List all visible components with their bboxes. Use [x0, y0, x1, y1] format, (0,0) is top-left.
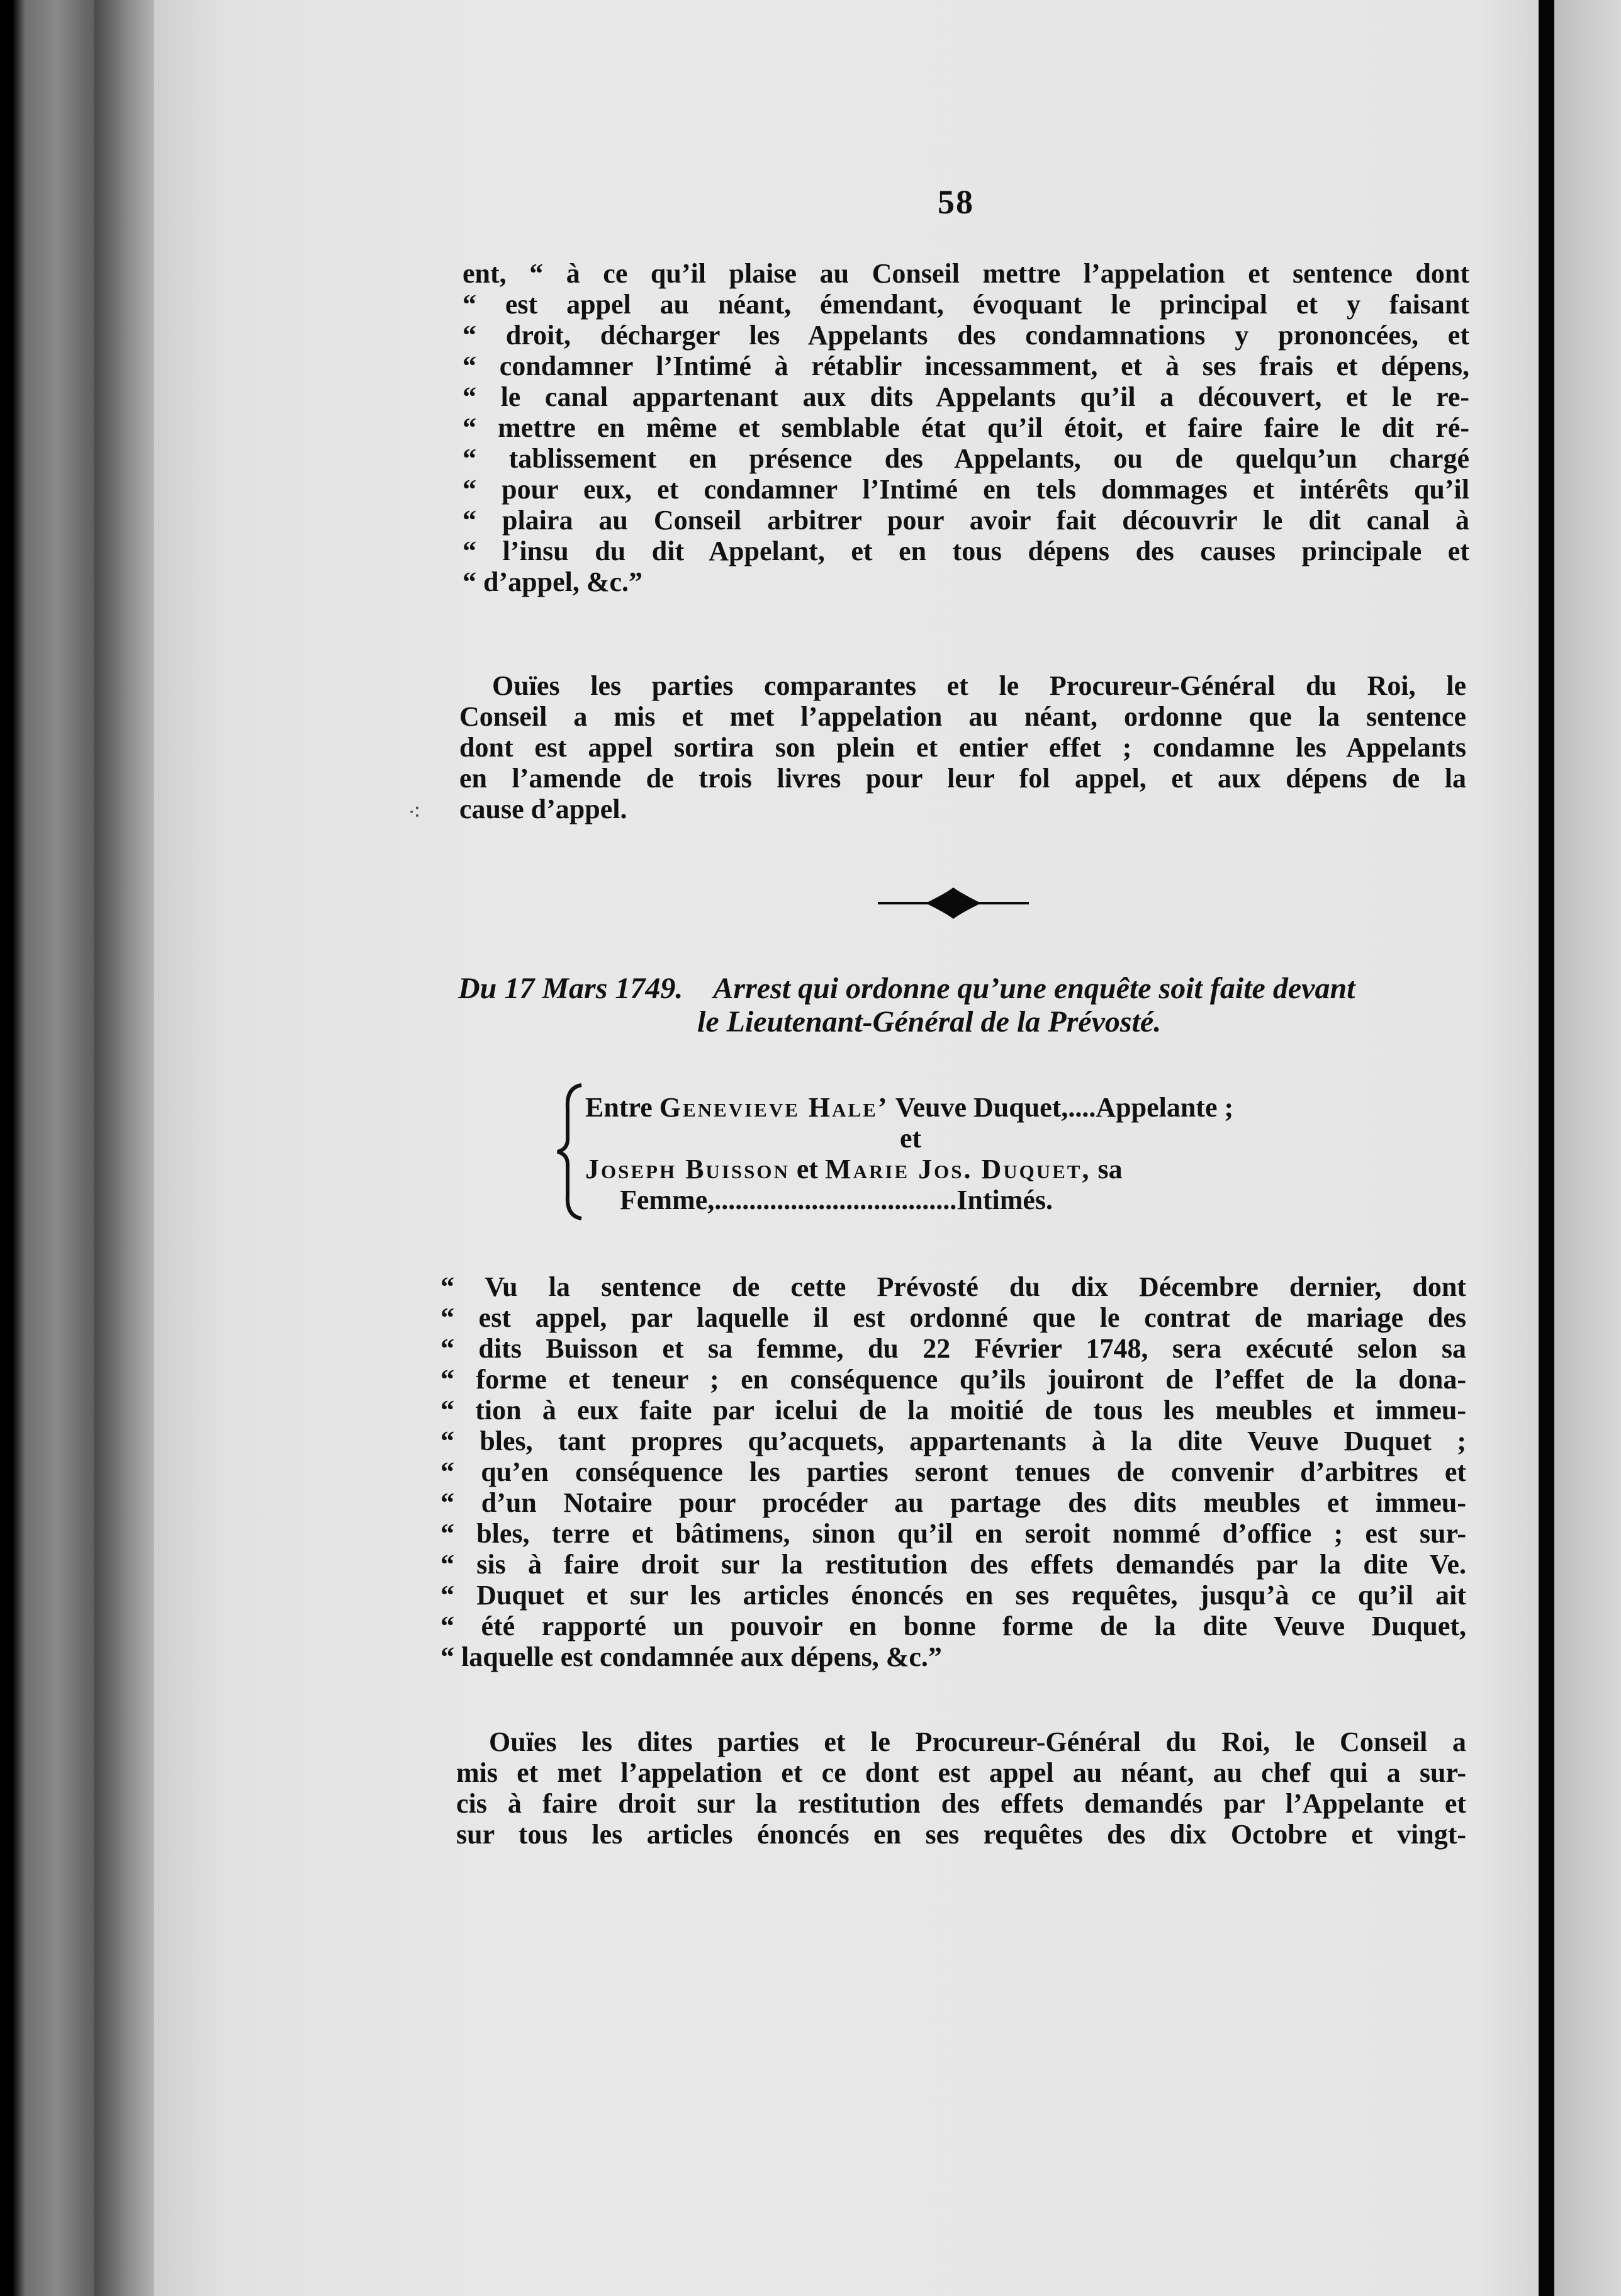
text-line: “ tion à eux faite par icelui de la moitié de tous les meubles et immeu- — [440, 1395, 1466, 1426]
appellant-line: Entre Genevieve Hale’ Veuve Duquet,....Appelante ; — [585, 1092, 1234, 1123]
text-line: “ pour eux, et condamner l’Intimé en tels dommages et intérêts qu’il — [463, 474, 1469, 505]
text-line: en l’amende de trois livres pour leur fol appel, et aux dépens de la — [459, 763, 1466, 794]
text-line: “ condamner l’Intimé à rétablir incessamment, et à ses frais et dépens, — [463, 351, 1469, 381]
first-quote-block — [463, 258, 1469, 597]
text-line: “ droit, décharger les Appelants des condamnations y prononcées, et — [463, 320, 1469, 351]
conjunction-line: et — [900, 1123, 922, 1154]
text-line: Conseil a mis et met l’appelation au néant, ordonne que la sentence — [459, 701, 1466, 732]
text-line: cis à faire droit sur la restitution des effets demandés par l’Appelante et — [456, 1788, 1466, 1819]
respondent-name-1: Joseph Buisson — [585, 1154, 790, 1185]
page-number: 58 — [938, 183, 974, 221]
decree-heading — [458, 972, 1355, 1005]
text-line: “ Duquet et sur les articles énoncés en ses requêtes, jusqu’à ce qu’il ait — [440, 1580, 1466, 1611]
parties-block — [585, 1092, 1466, 1215]
text-line: cause d’appel. — [459, 794, 627, 824]
respondent-line: Joseph Buisson et Marie Jos. Duquet, sa — [585, 1154, 1123, 1185]
text-line: “ été rapporté un pouvoir en bonne forme de la dite Veuve Duquet, — [440, 1611, 1466, 1641]
text-line: “ le canal appartenant aux dits Appelants qu’il a découvert, et le re- — [463, 381, 1469, 412]
text-line: mis et met l’appelation et ce dont est appel au néant, au chef qui a sur- — [456, 1757, 1466, 1788]
respondent-line-2: Femme,...................................Intimés. — [620, 1185, 1053, 1215]
text-line: “ est appel au néant, émendant, évoquant le principal et y faisant — [463, 289, 1469, 320]
text-line: “ plaira au Conseil arbitrer pour avoir fait découvrir le dit canal à — [463, 505, 1469, 536]
text-line: “ dits Buisson et sa femme, du 22 Février 1748, sera exécuté selon sa — [440, 1333, 1466, 1364]
text-line: sur tous les articles énoncés en ses requêtes des dix Octobre et vingt- — [456, 1819, 1466, 1850]
text-line: “ est appel, par laquelle il est ordonné que le contrat de mariage des — [440, 1302, 1466, 1333]
text-line: “ d’un Notaire pour procéder au partage des dits meubles et immeu- — [440, 1487, 1466, 1518]
text-line: “ mettre en même et semblable état qu’il étoit, et faire faire le dit ré- — [463, 412, 1469, 443]
text-line: ent, “ à ce qu’il plaise au Conseil mettre l’appelation et sentence dont — [463, 258, 1469, 289]
text-line: dont est appel sortira son plein et entier effet ; condamne les Appelants — [459, 732, 1466, 763]
page-edge-shadow — [94, 0, 154, 2296]
margin-mark: ⁖ — [408, 800, 422, 825]
respondent-name-2: Marie Jos. Duquet, — [825, 1154, 1091, 1185]
ornament-divider-icon — [878, 881, 1029, 925]
text-line: “ bles, tant propres qu’acquets, appartenants à la dite Veuve Duquet ; — [440, 1426, 1466, 1456]
text-line: “ qu’en conséquence les parties seront tenues de convenir d’arbitres et — [440, 1456, 1466, 1487]
text-line: “ sis à faire droit sur la restitution des effets demandés par la dite Ve. — [440, 1549, 1466, 1580]
fourth-ruling-paragraph — [456, 1726, 1466, 1850]
text-line: “ forme et teneur ; en conséquence qu’ils jouiront de l’effet de la dona- — [440, 1364, 1466, 1395]
text-line: “ laquelle est condamnée aux dépens, &c.” — [440, 1641, 942, 1672]
decree-title-line2: le Lieutenant-Général de la Prévosté. — [697, 1005, 1162, 1038]
decree-date: Du 17 Mars 1749. — [458, 972, 683, 1005]
text-line: “ Vu la sentence de cette Prévosté du dix Décembre dernier, dont — [440, 1271, 1466, 1302]
third-quote-block — [440, 1271, 1466, 1672]
second-ruling-paragraph — [459, 670, 1466, 824]
text-line: Ouïes les dites parties et le Procureur-Général du Roi, le Conseil a — [489, 1726, 1466, 1757]
decree-title-line1: Arrest qui ordonne qu’une enquête soit faite devant — [713, 972, 1355, 1005]
text-line: “ l’insu du dit Appelant, et en tous dépens des causes principale et — [463, 536, 1469, 566]
page-gutter — [1539, 0, 1554, 2296]
appellant-name: Genevieve Hale’ — [659, 1092, 889, 1123]
text-line: Ouïes les parties comparantes et le Procureur-Général du Roi, le — [492, 670, 1466, 701]
book-spine-shadow — [0, 0, 94, 2296]
adjacent-page-edge — [1554, 0, 1621, 2296]
text-line: “ bles, terre et bâtimens, sinon qu’il en seroit nommé d’office ; est sur- — [440, 1518, 1466, 1549]
brace-icon — [554, 1083, 586, 1221]
text-line: “ d’appel, &c.” — [463, 566, 642, 597]
text-line: “ tablissement en présence des Appelants, ou de quelqu’un chargé — [463, 443, 1469, 474]
